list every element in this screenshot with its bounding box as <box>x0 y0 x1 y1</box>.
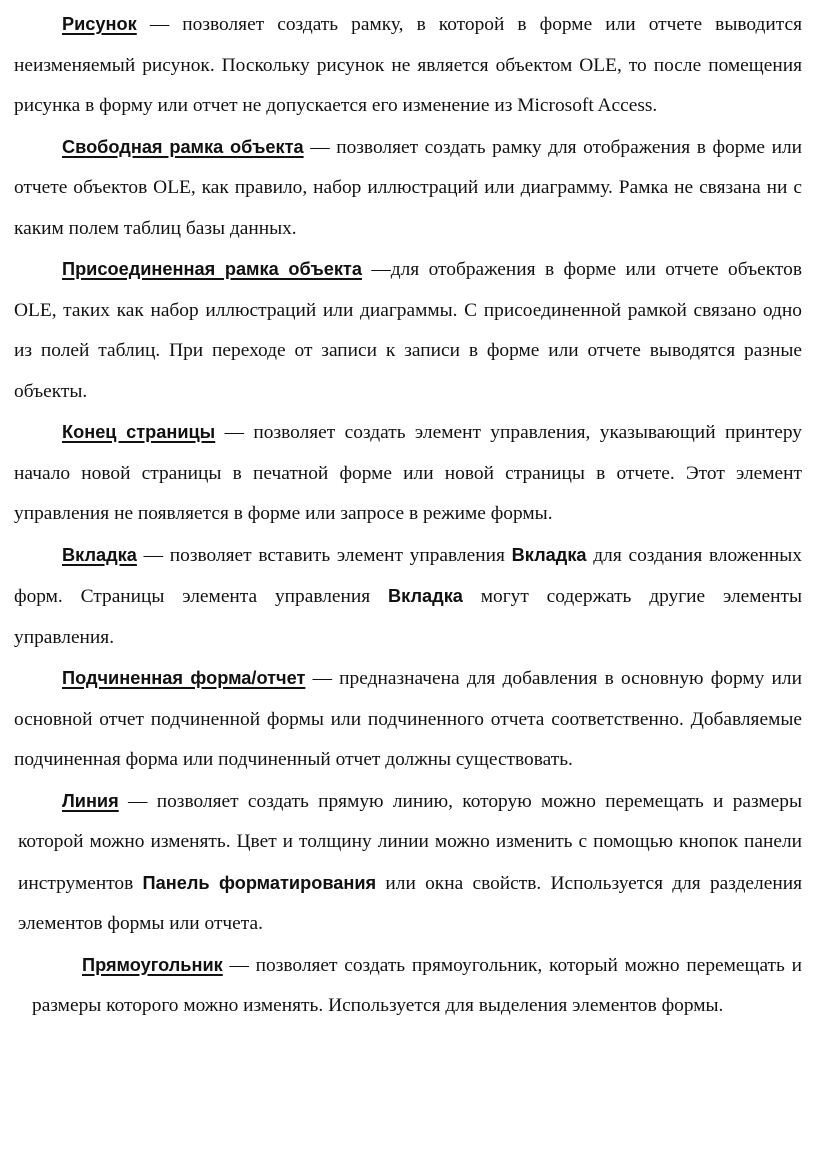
paragraph-text: — позволяет создать прямоугольник, который можно перемещать и размеры которого можно изменять. Используется для выделения элементов формы. <box>32 954 802 1016</box>
paragraph-text: — позволяет создать прямую линию, которую можно перемещать и размеры которой можно изменять. Цвет и толщину линии можно изменить с помощью кнопок панели инструментов <box>18 790 802 894</box>
term-picture: Рисунок <box>62 14 137 34</box>
term-line: Линия <box>62 790 119 811</box>
paragraph-text: — позволяет создать рамку, в которой в форме или отчете выводится неизменяемый рисунок. Поскольку рисунок не является объектом OLE, то после помещения рисунка в форму или отчет не допускается его изменение из Microsoft Access. <box>14 14 802 116</box>
paragraph-text: для создания вложенных форм. Страницы элемента управления <box>14 544 802 607</box>
term-subform: Подчиненная форма/отчет <box>62 668 306 688</box>
bold-term-formatting-toolbar: Панель форматирования <box>142 872 377 893</box>
paragraph-unbound-object-frame <box>14 127 802 250</box>
paragraph-text: — позволяет создать элемент управления, указывающий принтеру начало новой страницы в печатной форме или новой страницы в отчете. Этот элемент управления не появляется в форме или запросе в режиме формы. <box>14 422 802 524</box>
paragraph-bound-object-frame <box>14 249 802 412</box>
paragraph-text: — позволяет вставить элемент управления <box>136 544 512 566</box>
bold-term-tab: Вкладка <box>511 544 587 565</box>
term-rectangle: Прямоугольник <box>82 954 223 975</box>
paragraph-text: могут содержать другие элементы управления. <box>14 586 802 648</box>
paragraph-line <box>14 781 802 945</box>
term-page-break: Конец страницы <box>62 422 216 442</box>
paragraph-text: —для отображения в форме или отчете объектов OLE, таких как набор иллюстраций или диаграммы. С присоединенной рамкой связано одно из полей таблиц. При переходе от записи к записи в форме или отчете выводятся разные объекты. <box>14 259 802 402</box>
term-unbound-object-frame: Свободная рамка объекта <box>62 136 304 157</box>
paragraph-rectangle <box>14 945 802 1027</box>
term-tab-control: Вкладка <box>62 544 137 565</box>
bold-term-tab: Вкладка <box>388 586 463 606</box>
paragraph-text: или окна свойств. Используется для разделения элементов формы или отчета. <box>18 872 802 934</box>
paragraph-picture <box>14 4 802 127</box>
paragraph-tab-control <box>14 535 802 659</box>
paragraph-page-break <box>14 412 802 535</box>
term-bound-object-frame: Присоединенная рамка объекта <box>62 259 362 279</box>
paragraph-subform <box>14 658 802 781</box>
paragraph-text: — позволяет создать рамку для отображения в форме или отчете объектов OLE, как правило, набор иллюстраций или диаграмму. Рамка не связана ни с каким полем таблиц базы данных. <box>14 136 803 239</box>
paragraph-text: — предназначена для добавления в основную форму или основной отчет подчиненной формы или подчиненного отчета соответственно. Добавляемые подчиненная форма или подчиненный отчет должны существовать. <box>14 668 802 770</box>
